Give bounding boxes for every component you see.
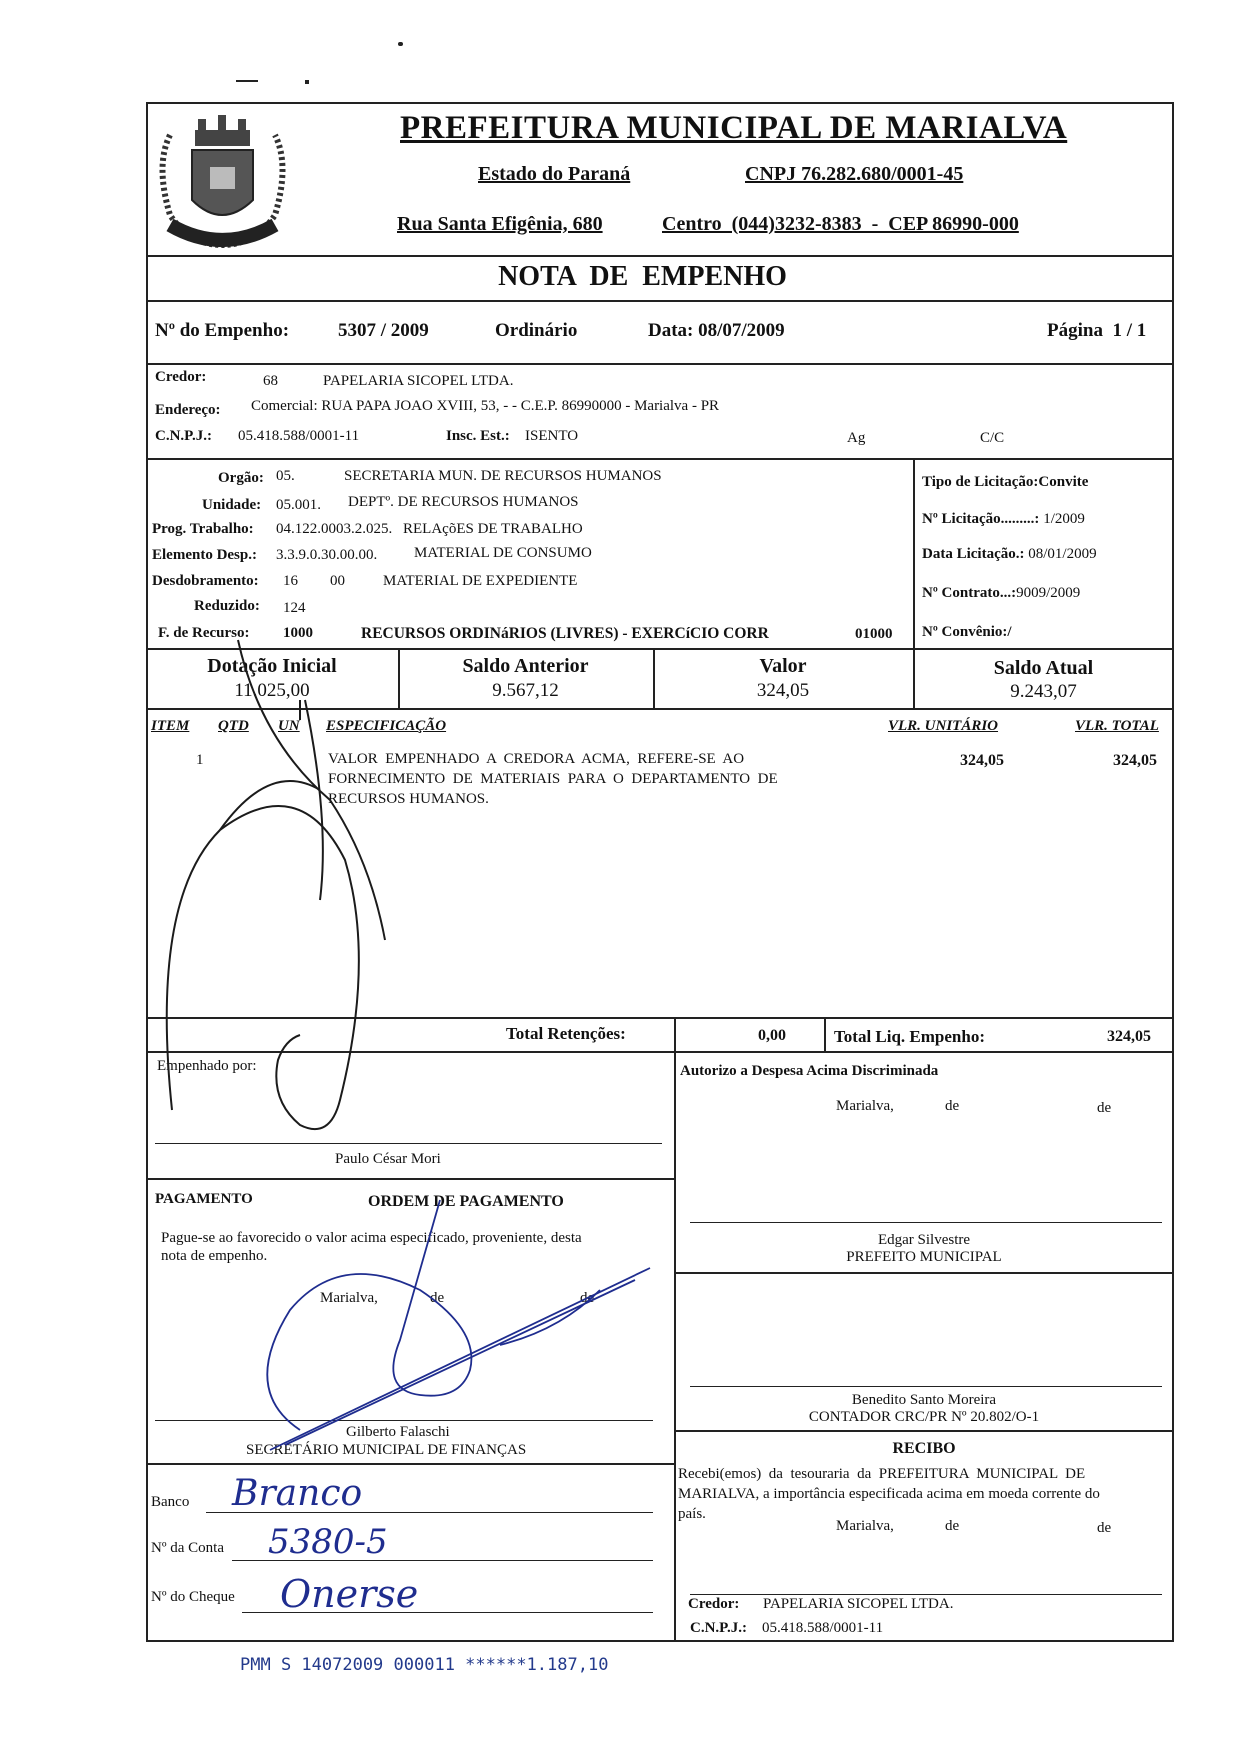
col-especificacao: ESPECIFICAÇÃO [326, 718, 447, 734]
licitacao-numero-label: Nº Licitação.........: [922, 511, 1040, 527]
reduzido-value: 124 [283, 600, 306, 616]
empenho-type: Ordinário [495, 320, 578, 341]
autorizo-city: Marialva, [836, 1098, 894, 1114]
empenho-date: Data: 08/07/2009 [648, 320, 785, 341]
pagamento-text-line2: nota de empenho. [161, 1248, 268, 1264]
recibo-de1: de [945, 1518, 960, 1534]
fonte-code2: 01000 [855, 626, 893, 642]
saldo-atual-label: Saldo Atual [993, 657, 1094, 679]
prog-desc: RELAçõES DE TRABALHO [403, 521, 583, 537]
item-vlr-total: 324,05 [1113, 752, 1157, 769]
ag-label: Ag [847, 430, 866, 446]
prog-code: 04.122.0003.2.025. [276, 521, 393, 537]
licitacao-numero-value: 1/2009 [1043, 511, 1085, 527]
pagamento-label: PAGAMENTO [155, 1191, 253, 1207]
fonte-label: F. de Recurso: [158, 625, 250, 641]
desdobramento-desc: MATERIAL DE EXPEDIENTE [383, 573, 578, 589]
licitacao-data-value: 08/01/2009 [1028, 546, 1097, 562]
col-qtd: QTD [218, 718, 249, 734]
dotacao-value: 11.025,00 [234, 680, 310, 701]
recibo-city: Marialva, [836, 1518, 894, 1534]
orgao-desc: SECRETARIA MUN. DE RECURSOS HUMANOS [344, 468, 662, 484]
col-vlr-unitario: VLR. UNITÁRIO [888, 718, 999, 734]
cc-label: C/C [980, 430, 1005, 446]
recibo-credor-value: PAPELARIA SICOPEL LTDA. [763, 1596, 954, 1612]
cnpj-header: CNPJ 76.282.680/0001-45 [745, 163, 964, 185]
insc-label: Insc. Est.: [446, 428, 510, 444]
empenhado-signer: Paulo César Mori [335, 1151, 441, 1167]
contrato-value: 9009/2009 [1016, 585, 1081, 601]
secretario-name: Gilberto Falaschi [346, 1424, 450, 1440]
empenhado-label: Empenhado por: [157, 1058, 257, 1074]
orgao-code: 05. [276, 468, 295, 484]
endereco-value: Comercial: RUA PAPA JOAO XVIII, 53, - - C.E.P. 86990000 - Marialva - PR [251, 398, 720, 414]
payment-stamp: PMM S 14072009 000011 ******1.187,10 [240, 1655, 609, 1675]
pagamento-de2: de [580, 1290, 595, 1306]
recibo-credor-label: Credor: [688, 1596, 740, 1612]
banco-label: Banco [151, 1494, 190, 1510]
street-address: Rua Santa Efigênia, 680 [397, 213, 603, 235]
secretario-role: SECRETÁRIO MUNICIPAL DE FINANÇAS [246, 1442, 527, 1458]
state-name: Estado do Paraná [478, 163, 631, 185]
licitacao-data-label: Data Licitação.: [922, 546, 1025, 562]
credor-label: Credor: [155, 369, 207, 385]
total-retencoes-value: 0,00 [758, 1027, 786, 1044]
contador-role: CONTADOR CRC/PR Nº 20.802/O-1 [808, 1409, 1040, 1425]
empenho-signature-loop [167, 806, 359, 1129]
pagamento-text-line1: Pague-se ao favorecido o valor acima especificado, proveniente, desta [161, 1230, 582, 1246]
desdobramento-code2: 00 [330, 573, 345, 589]
prefeito-role: PREFEITO MUNICIPAL [846, 1249, 1002, 1265]
document-title: NOTA DE EMPENHO [498, 261, 787, 292]
contador-name: Benedito Santo Moreira [851, 1392, 997, 1408]
credor-name: PAPELARIA SICOPEL LTDA. [323, 373, 514, 389]
credor-cnpj-label: C.N.P.J.: [155, 428, 212, 444]
elemento-desc: MATERIAL DE CONSUMO [414, 545, 592, 561]
district-phone-cep: Centro (044)3232-8383 - CEP 86990-000 [662, 213, 1019, 235]
autorizo-de2: de [1097, 1100, 1112, 1116]
saldo-anterior-value: 9.567,12 [492, 680, 559, 701]
dotacao-label: Dotação Inicial [207, 655, 337, 677]
page-number: Página 1 / 1 [1047, 320, 1147, 341]
recibo-title: RECIBO [892, 1440, 956, 1457]
autorizo-label: Autorizo a Despesa Acima Discriminada [680, 1063, 939, 1079]
prog-label: Prog. Trabalho: [152, 521, 254, 537]
insc-value: ISENTO [525, 428, 579, 444]
pagamento-signature-sweep [270, 1268, 650, 1450]
empenho-label: Nº do Empenho: [155, 320, 290, 341]
recibo-de2: de [1097, 1520, 1112, 1536]
recibo-cnpj-value: 05.418.588/0001-11 [762, 1620, 884, 1636]
credor-code: 68 [263, 373, 278, 389]
reduzido-label: Reduzido: [194, 598, 260, 614]
col-un: UN [278, 718, 300, 734]
pagamento-de1: de [430, 1290, 445, 1306]
item-desc-line3: RECURSOS HUMANOS. [328, 791, 489, 807]
pagamento-signature-loop [267, 1200, 471, 1430]
cheque-handwritten: Onerse [280, 1572, 419, 1616]
recibo-text-line2: MARIALVA, a importância especificada acima em moeda corrente do [678, 1486, 1100, 1502]
total-liq-value: 324,05 [1107, 1028, 1151, 1045]
ordem-pagamento-label: ORDEM DE PAGAMENTO [368, 1193, 564, 1210]
conta-handwritten: 5380-5 [268, 1522, 388, 1562]
orgao-label: Orgão: [218, 470, 264, 486]
empenho-signature-hook [300, 700, 323, 900]
prefeito-name: Edgar Silvestre [877, 1232, 971, 1248]
autorizo-de1: de [945, 1098, 960, 1114]
unidade-code: 05.001. [276, 497, 321, 513]
pagamento-city: Marialva, [320, 1290, 378, 1306]
convenio-label: Nº Convênio:/ [922, 624, 1012, 640]
endereco-label: Endereço: [155, 402, 221, 418]
desdobramento-code: 16 [283, 573, 298, 589]
item-number: 1 [196, 752, 204, 768]
elemento-label: Elemento Desp.: [152, 547, 257, 563]
banco-handwritten: Branco [232, 1473, 363, 1514]
saldo-atual-value: 9.243,07 [1010, 681, 1077, 702]
item-vlr-unitario: 324,05 [960, 752, 1004, 769]
recibo-cnpj-label: C.N.P.J.: [690, 1620, 747, 1636]
desdobramento-label: Desdobramento: [152, 573, 259, 589]
valor-label: Valor [759, 655, 807, 677]
cheque-label: Nº do Cheque [151, 1589, 235, 1605]
empenho-number: 5307 / 2009 [338, 320, 429, 341]
item-desc-line2: FORNECIMENTO DE MATERIAIS PARA O DEPARTAMENTO DE [328, 771, 778, 787]
col-vlr-total: VLR. TOTAL [1075, 718, 1159, 734]
total-retencoes-label: Total Retenções: [506, 1024, 626, 1043]
licitacao-tipo: Tipo de Licitação:Convite [922, 474, 1089, 490]
municipality-title: PREFEITURA MUNICIPAL DE MARIALVA [400, 110, 1068, 146]
total-liq-label: Total Liq. Empenho: [834, 1027, 985, 1046]
unidade-desc: DEPTº. DE RECURSOS HUMANOS [348, 494, 579, 510]
col-item: ITEM [151, 718, 190, 734]
item-desc-line1: VALOR EMPENHADO A CREDORA ACMA, REFERE-SE AO [328, 751, 745, 767]
elemento-code: 3.3.9.0.30.00.00. [276, 547, 378, 563]
recibo-text-line1: Recebi(emos) da tesouraria da PREFEITURA MUNICIPAL DE [678, 1466, 1086, 1482]
saldo-anterior-label: Saldo Anterior [462, 655, 589, 677]
recibo-text-line3: país. [678, 1506, 706, 1522]
fonte-desc: RECURSOS ORDINáRIOS (LIVRES) - EXERCíCIO CORR [361, 625, 769, 642]
valor-value: 324,05 [756, 680, 810, 701]
empenho-signature-stroke [220, 781, 320, 830]
contrato-label: Nº Contrato...: [922, 585, 1017, 601]
conta-label: Nº da Conta [151, 1540, 224, 1556]
credor-cnpj-value: 05.418.588/0001-11 [238, 428, 360, 444]
fonte-code: 1000 [283, 625, 313, 641]
unidade-label: Unidade: [202, 497, 262, 513]
